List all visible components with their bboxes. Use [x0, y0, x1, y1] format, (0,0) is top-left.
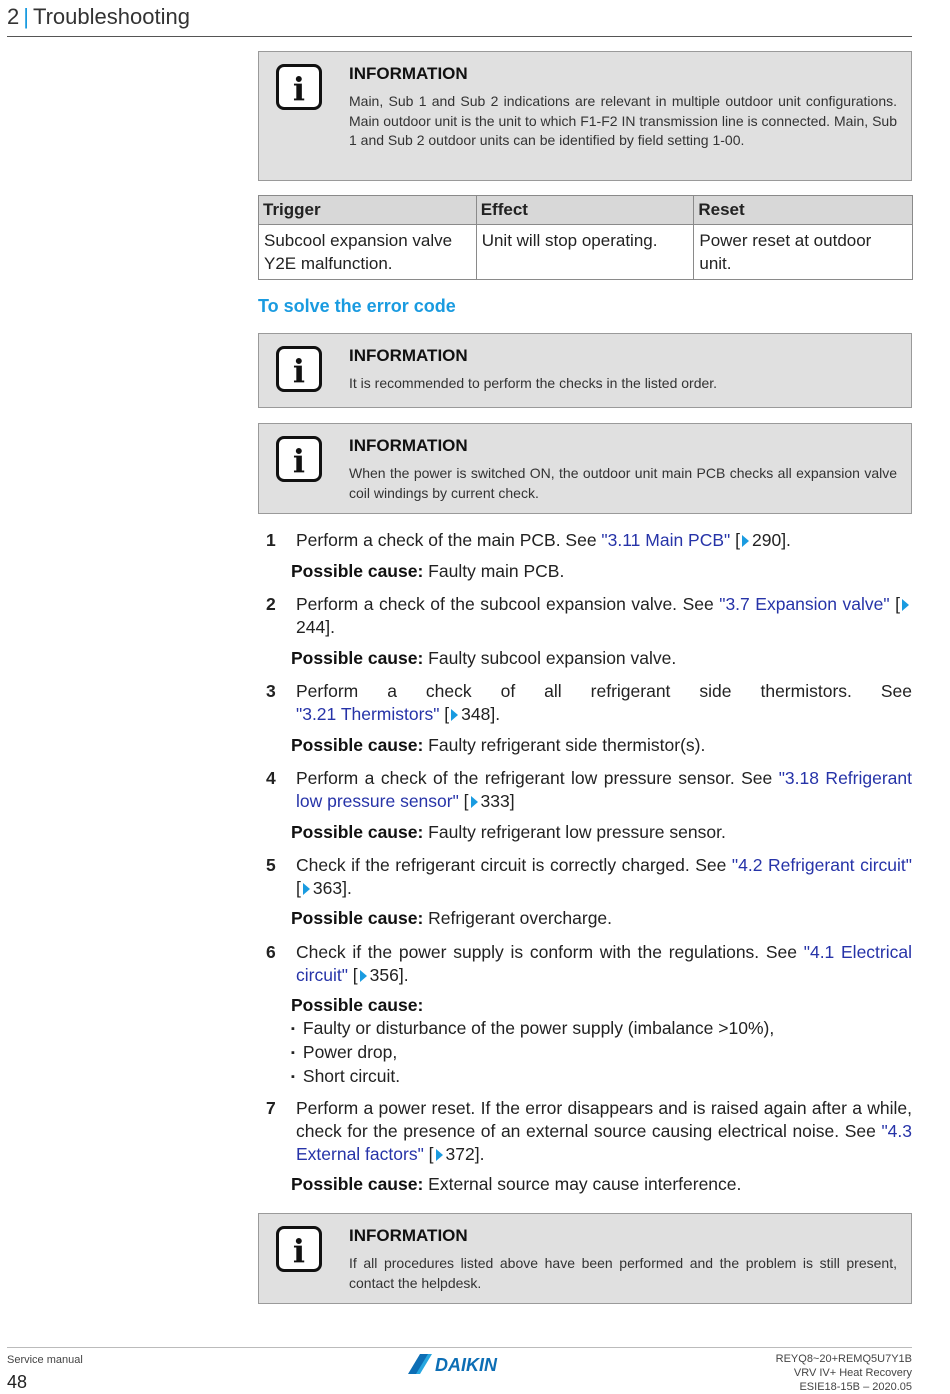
svg-text:DAIKIN: DAIKIN — [435, 1355, 497, 1375]
link-main-pcb[interactable]: "3.11 Main PCB" — [601, 530, 731, 550]
footer-series: VRV IV+ Heat Recovery — [793, 1367, 912, 1379]
chapter-number: 2 — [7, 4, 20, 29]
page-ref: 356 — [369, 965, 399, 985]
list-item: ▪ Faulty or disturbance of the power supply (imbalance >10%), — [291, 1017, 774, 1041]
information-icon: i — [276, 1226, 322, 1272]
info-title: INFORMATION — [349, 64, 468, 83]
step-text: Perform a check of all refrigerant side thermistors. See — [296, 681, 912, 701]
step-number: 3 — [266, 681, 276, 701]
page-header — [7, 4, 190, 30]
possible-cause-7: Possible cause: External source may cause interference. — [291, 1174, 742, 1194]
page-arrow-icon — [742, 535, 749, 547]
page-ref: 348 — [461, 704, 491, 724]
possible-cause-1: Possible cause: Faulty main PCB. — [291, 561, 565, 581]
info-title: INFORMATION — [349, 346, 468, 365]
step-text: Perform a power reset. If the error disappears and is raised again after a while, check for the presence of an external source causing electrical noise. See — [296, 1098, 912, 1141]
link-electrical-circuit[interactable]: "4.1 Electrical circuit" — [296, 942, 912, 985]
trigger-table — [258, 195, 913, 280]
info-box-3 — [258, 423, 912, 514]
page-ref: 333 — [480, 791, 510, 811]
footer-doc-code: ESIE18-15B – 2020.05 — [799, 1381, 912, 1393]
step-text: Perform a check of the main PCB. See — [296, 530, 602, 550]
page-ref: 363 — [312, 878, 343, 898]
table-cell-trigger: Subcool expansion valve Y2E malfunction. — [259, 225, 477, 280]
link-external-factors[interactable]: "4.3 External factors" — [296, 1121, 912, 1164]
page-number: 48 — [7, 1372, 28, 1392]
table-header-reset: Reset — [694, 196, 913, 225]
step-text: Perform a check of the subcool expansion valve. See — [296, 594, 720, 614]
step-text: Check if the power supply is conform with the regulations. See — [296, 942, 804, 962]
header-separator: | — [23, 4, 29, 29]
possible-cause-3: Possible cause: Faulty refrigerant side thermistor(s). — [291, 735, 706, 755]
info-title: INFORMATION — [349, 1226, 468, 1245]
information-icon: i — [276, 346, 322, 392]
table-cell-reset: Power reset at outdoor unit. — [694, 225, 913, 280]
info-body: If all procedures listed above have been performed and the problem is still present, contact the helpdesk. — [349, 1255, 897, 1291]
info-box-4 — [258, 1213, 912, 1304]
link-low-pressure-sensor[interactable]: "3.18 Refrigerant low pressure sensor" — [296, 768, 913, 811]
footer-divider — [7, 1347, 912, 1348]
step-5: 5 Check if the refrigerant circuit is correctly charged. See "4.2 Refrigerant circuit" [ 363]. — [266, 855, 912, 898]
cause-bullet-list — [291, 1017, 774, 1089]
table-cell-effect: Unit will stop operating. — [476, 225, 694, 280]
possible-cause-4: Possible cause: Faulty refrigerant low pressure sensor. — [291, 822, 726, 842]
step-number: 6 — [266, 942, 276, 962]
step-6: 6 Check if the power supply is conform with the regulations. See "4.1 Electrical circuit" [ 356]. — [266, 942, 912, 985]
page-arrow-icon — [902, 599, 909, 611]
info-body: Main, Sub 1 and Sub 2 indications are relevant in multiple outdoor unit configurations. Main outdoor unit is the unit to which F1-F2 IN transmission line is connected. Main, Sub 1 and Sub 2 outdoor units can be identified by field setting 1-00. — [349, 93, 897, 148]
step-1: 1 Perform a check of the main PCB. See "3.11 Main PCB" [ 290]. — [266, 530, 791, 550]
step-number: 7 — [266, 1098, 276, 1118]
page-arrow-icon — [303, 883, 310, 895]
table-header-row — [259, 196, 913, 225]
page-arrow-icon — [471, 796, 478, 808]
table-header-effect: Effect — [476, 196, 694, 225]
step-2: 2 Perform a check of the subcool expansion valve. See "3.7 Expansion valve" [244]. — [258, 593, 912, 639]
page-arrow-icon — [451, 709, 458, 721]
list-item: ▪ Short circuit. — [291, 1065, 774, 1089]
step-number: 4 — [266, 768, 276, 788]
table-row — [259, 225, 913, 280]
link-thermistors[interactable]: "3.21 Thermistors" — [296, 704, 440, 724]
info-box-1 — [258, 51, 912, 181]
possible-cause-6: Possible cause: — [291, 995, 424, 1015]
information-icon: i — [276, 436, 322, 482]
info-body: It is recommended to perform the checks in the listed order. — [349, 375, 718, 391]
header-divider — [7, 36, 912, 37]
step-number: 5 — [266, 855, 276, 875]
table-header-trigger: Trigger — [259, 196, 477, 225]
info-title: INFORMATION — [349, 436, 468, 455]
page-ref: 372 — [445, 1144, 475, 1164]
footer-model: REYQ8~20+REMQ5U7Y1B — [775, 1353, 912, 1365]
info-box-2 — [258, 333, 912, 408]
information-icon: i — [276, 64, 322, 110]
link-expansion-valve[interactable]: "3.7 Expansion valve" — [719, 594, 890, 614]
possible-cause-5: Possible cause: Refrigerant overcharge. — [291, 908, 613, 928]
step-text: Check if the refrigerant circuit is correctly charged. See — [296, 855, 732, 875]
link-refrigerant-circuit[interactable]: "4.2 Refrigerant circuit" — [731, 855, 912, 875]
step-3: 3 Perform a check of all refrigerant side thermistors. See "3.21 Thermistors" [ 348]. — [266, 681, 912, 724]
step-4: 4 Perform a check of the refrigerant low pressure sensor. See "3.18 Refrigerant low pressure sensor" [ 333] — [266, 768, 913, 811]
step-text: Perform a check of the refrigerant low pressure sensor. See — [296, 768, 779, 788]
step-7: 7 Perform a power reset. If the error disappears and is raised again after a while, check for the presence of an external source causing electrical noise. See "4.3 External factors" [ 372]. — [266, 1098, 912, 1164]
page-ref: 290 — [751, 530, 782, 550]
chapter-title: Troubleshooting — [32, 4, 190, 29]
step-number: 1 — [266, 530, 276, 550]
possible-cause-2: Possible cause: Faulty subcool expansion valve. — [291, 648, 677, 668]
list-item: ▪ Power drop, — [291, 1041, 774, 1065]
section-subheading: To solve the error code — [258, 296, 456, 316]
info-body: When the power is switched ON, the outdoor unit main PCB checks all expansion valve coil windings by current check. — [349, 465, 897, 501]
page-arrow-icon — [360, 970, 367, 982]
page-ref: 244 — [296, 617, 326, 637]
footer-doc-type: Service manual — [7, 1354, 83, 1366]
page-arrow-icon — [436, 1149, 443, 1161]
step-number: 2 — [266, 594, 276, 614]
daikin-logo — [408, 1352, 512, 1376]
footer-model-info — [776, 1352, 912, 1394]
